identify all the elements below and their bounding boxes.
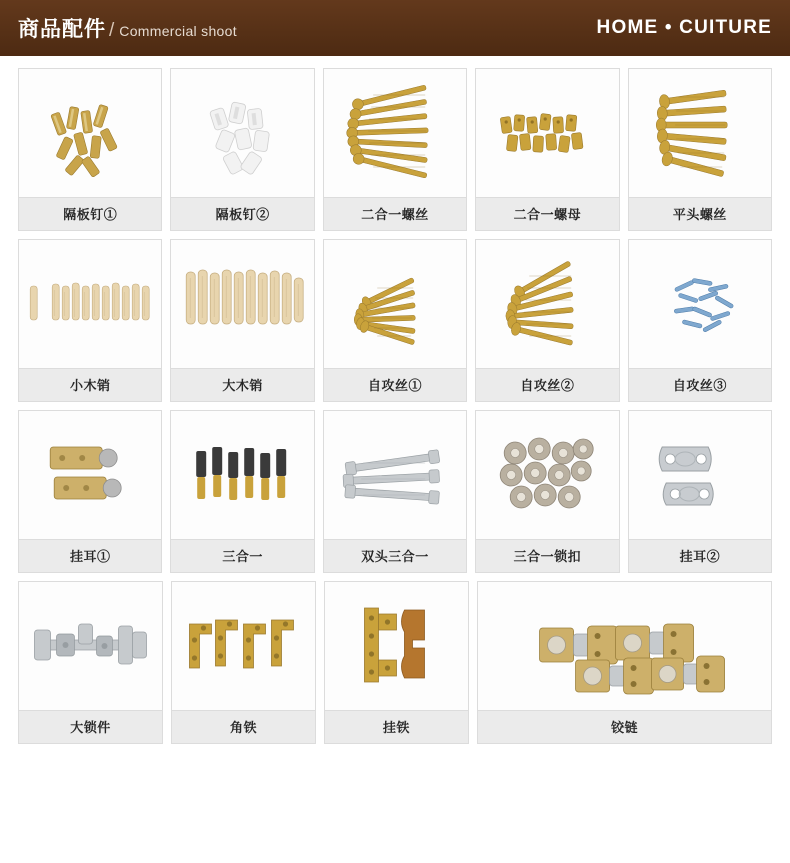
product-photo-long-bolts [324, 69, 466, 197]
part-cell-flat-screws[interactable] [628, 68, 772, 231]
part-caption: 三合一锁扣 [476, 539, 618, 572]
part-caption: 自攻丝② [476, 368, 618, 401]
product-parts-grid [0, 56, 790, 744]
part-caption: 挂耳① [19, 539, 161, 572]
part-cell-hinges[interactable] [477, 581, 772, 744]
part-caption: 大木销 [171, 368, 313, 401]
product-photo-shelf-pins-white [171, 69, 313, 197]
product-photo-large-dowels [171, 240, 313, 368]
product-photo-big-lock [19, 582, 162, 710]
page-title-cn: 商品配件 [18, 18, 106, 41]
part-cell-hanger-bracket-1[interactable] [18, 410, 162, 573]
part-cell-small-dowels[interactable] [18, 239, 162, 402]
part-cell-three-in-one[interactable] [170, 410, 314, 573]
product-photo-shelf-pins-gold [19, 69, 161, 197]
part-cell-hanging-iron[interactable] [324, 581, 469, 744]
grid-row [18, 239, 772, 402]
part-cell-angle-iron[interactable] [171, 581, 316, 744]
part-cell-hanger-bracket-2[interactable] [628, 410, 772, 573]
product-photo-hanger-bracket-2 [629, 411, 771, 539]
grid-row [18, 68, 772, 231]
part-cell-shelf-pins-white[interactable] [170, 68, 314, 231]
part-caption: 二合一螺母 [476, 197, 618, 230]
product-photo-hinges [478, 582, 771, 710]
product-photo-cam-locks [476, 411, 618, 539]
part-cell-shelf-pins-gold[interactable] [18, 68, 162, 231]
product-photo-self-tapping-3 [629, 240, 771, 368]
title-separator: / [109, 20, 115, 41]
product-photo-self-tapping-1 [324, 240, 466, 368]
product-photo-hanger-bracket-1 [19, 411, 161, 539]
product-photo-self-tapping-2 [476, 240, 618, 368]
part-caption: 三合一 [171, 539, 313, 572]
part-caption: 双头三合一 [324, 539, 466, 572]
product-photo-three-in-one [171, 411, 313, 539]
part-cell-large-dowels[interactable] [170, 239, 314, 402]
grid-row [18, 410, 772, 573]
part-caption: 隔板钉② [171, 197, 313, 230]
part-caption: 平头螺丝 [629, 197, 771, 230]
part-cell-long-bolts[interactable] [323, 68, 467, 231]
part-caption: 挂铁 [325, 710, 468, 743]
part-caption: 挂耳② [629, 539, 771, 572]
product-photo-hanging-iron [325, 582, 468, 710]
part-caption: 铰链 [478, 710, 771, 743]
header-title-group [18, 13, 237, 43]
part-cell-cam-locks[interactable] [475, 410, 619, 573]
page-title-en: Commercial shoot [119, 23, 237, 39]
product-photo-nuts-row [476, 69, 618, 197]
part-caption: 二合一螺丝 [324, 197, 466, 230]
part-caption: 小木销 [19, 368, 161, 401]
product-photo-small-dowels [19, 240, 161, 368]
part-cell-big-lock[interactable] [18, 581, 163, 744]
part-caption: 自攻丝③ [629, 368, 771, 401]
part-cell-self-tapping-1[interactable] [323, 239, 467, 402]
product-photo-angle-iron [172, 582, 315, 710]
part-caption: 自攻丝① [324, 368, 466, 401]
part-caption: 隔板钉① [19, 197, 161, 230]
grid-row [18, 581, 772, 744]
part-cell-nuts-row[interactable] [475, 68, 619, 231]
page-header [0, 0, 790, 56]
brand-logo-text: HOME • CUITURE [596, 17, 772, 38]
part-caption: 角铁 [172, 710, 315, 743]
part-cell-double-head[interactable] [323, 410, 467, 573]
part-cell-self-tapping-3[interactable] [628, 239, 772, 402]
product-photo-flat-screws [629, 69, 771, 197]
product-photo-double-head [324, 411, 466, 539]
part-cell-self-tapping-2[interactable] [475, 239, 619, 402]
part-caption: 大锁件 [19, 710, 162, 743]
